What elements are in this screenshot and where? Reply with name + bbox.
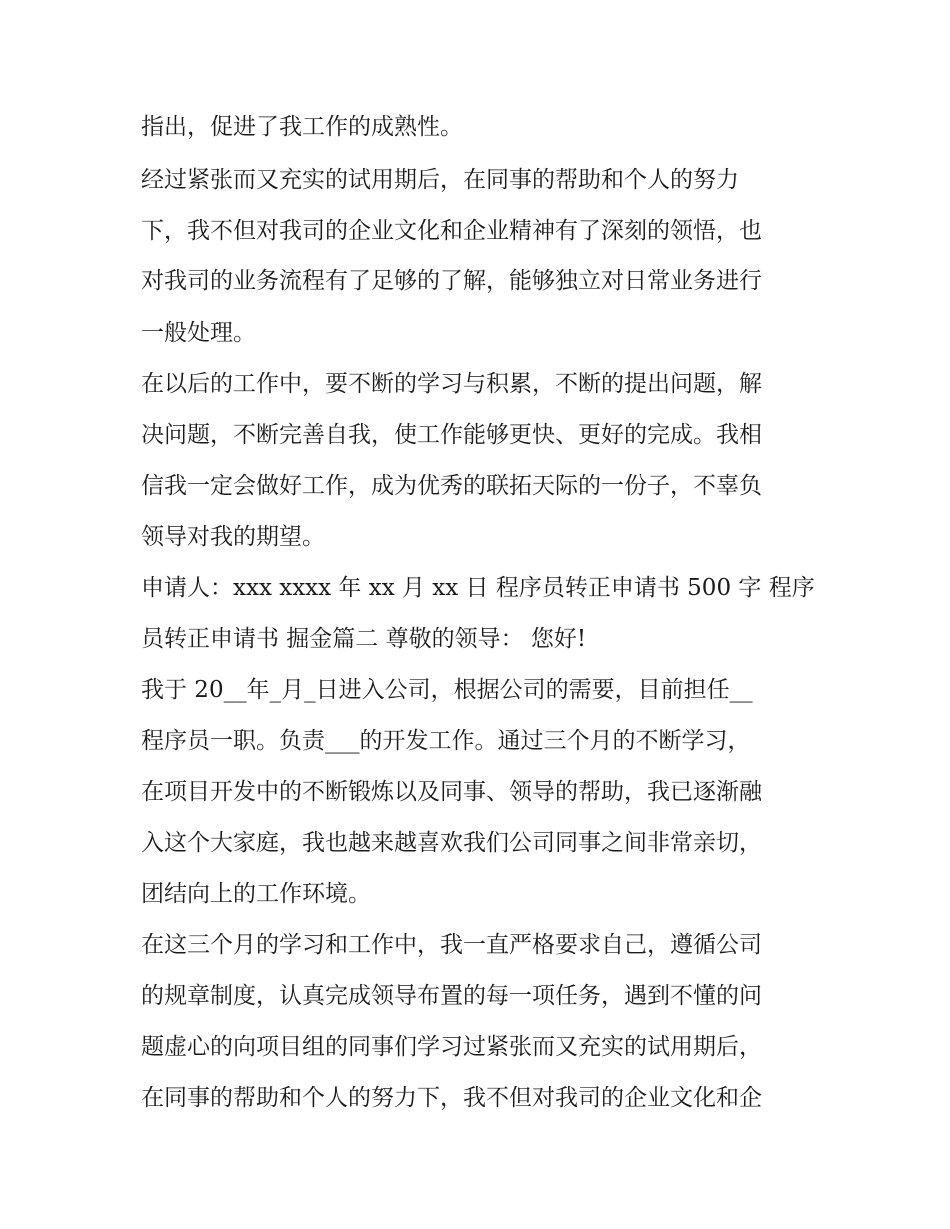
text-line: 指出，促进了我工作的成熟性。 [141, 114, 463, 140]
text-line: 题虚心的向项目组的同事们学习过紧张而又充实的试用期后， [141, 1034, 762, 1060]
text-line: 我于 20__年_月_日进入公司，根据公司的需要，目前担任__ [141, 677, 753, 703]
text-line: 下，我不但对我司的企业文化和企业精神有了深刻的领悟，也 [141, 218, 762, 244]
text-line: 一般处理。 [141, 320, 256, 346]
text-line: 在以后的工作中，要不断的学习与积累，不断的提出问题，解 [141, 371, 762, 397]
text-line: 程序员一职。负责___的开发工作。通过三个月的不断学习， [141, 728, 751, 754]
text-line: 领导对我的期望。 [141, 524, 325, 550]
text-line: 团结向上的工作环境。 [141, 881, 371, 907]
text-line: 在这三个月的学习和工作中，我一直严格要求自己，遵循公司 [141, 932, 762, 958]
text-line: 经过紧张而又充实的试用期后，在同事的帮助和个人的努力 [141, 167, 739, 193]
text-line: 的规章制度，认真完成领导布置的每一项任务，遇到不懂的问 [141, 983, 762, 1009]
text-line: 对我司的业务流程有了足够的了解，能够独立对日常业务进行 [141, 268, 762, 294]
text-line: 在同事的帮助和个人的努力下，我不但对我司的企业文化和企 [141, 1085, 762, 1111]
text-line: 决问题，不断完善自我，使工作能够更快、更好的完成。我相 [141, 422, 762, 448]
text-line: 在项目开发中的不断锻炼以及同事、领导的帮助，我已逐渐融 [141, 779, 762, 805]
text-line: 信我一定会做好工作，成为优秀的联拓天际的一份子，不辜负 [141, 473, 762, 499]
text-line: 申请人：xxx xxxx 年 xx 月 xx 日 程序员转正申请书 500 字 程序 [141, 575, 815, 601]
text-line: 入这个大家庭，我也越来越喜欢我们公司同事之间非常亲切， [141, 830, 762, 856]
text-line: 员转正申请书 掘金篇二 尊敬的领导： 您好! [141, 626, 587, 652]
